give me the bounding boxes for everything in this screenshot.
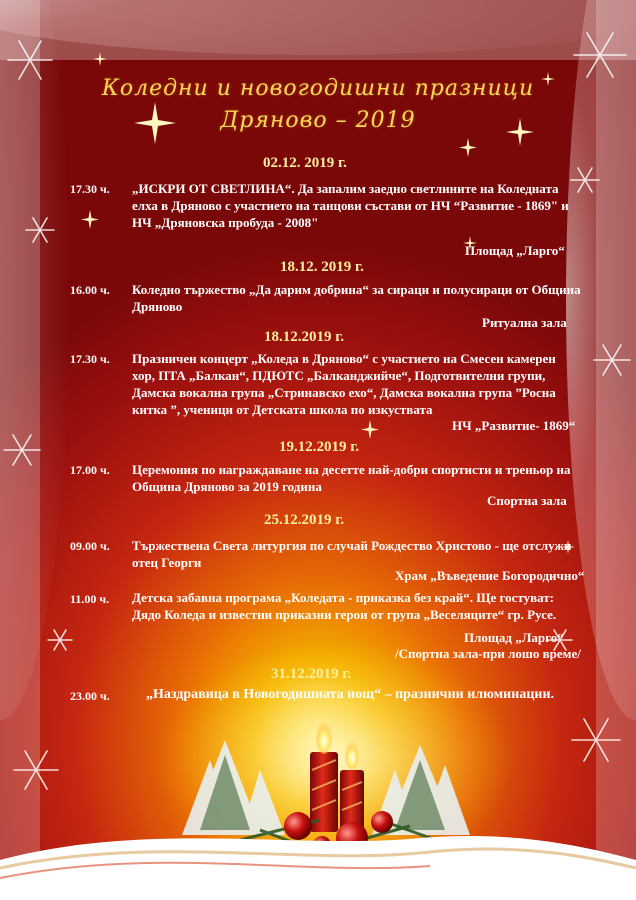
- event-date: 02.12. 2019 г.: [263, 155, 347, 171]
- event-venue: Спортна зала: [487, 493, 567, 508]
- event-time: 16.00 ч.: [70, 283, 110, 297]
- event-description: Церемония по награждаване на десетте най-добри спортисти и треньор на Община Дряново за 2019 година: [132, 462, 571, 494]
- event-time: 11.00 ч.: [70, 592, 110, 606]
- event-date: 19.12.2019 г.: [279, 439, 360, 455]
- event-description: Детска забавна програма „Коледата - приказка без край“. Ще гостуват: Дядо Коледа и известни приказни герои от група „Веселяците“ гр. Русе.: [132, 590, 557, 622]
- event-venue: Храм „Въведение Богородично“: [395, 568, 585, 583]
- event-date: 25.12.2019 г.: [264, 512, 345, 528]
- event-date: 18.12.2019 г.: [264, 329, 345, 345]
- event-venue: Ритуална зала: [482, 315, 567, 330]
- event-time: 17.30 ч.: [70, 352, 110, 366]
- event-time: 17.00 ч.: [70, 463, 110, 477]
- event-date: 18.12. 2019 г.: [280, 259, 364, 275]
- poster-subtitle: Дряново – 2019: [220, 108, 416, 133]
- ornament-icon: [371, 811, 393, 833]
- poster-title: Коледни и новогодишни празници: [101, 76, 535, 101]
- event-time: 17.30 ч.: [70, 182, 110, 196]
- event-time: 09.00 ч.: [70, 539, 110, 553]
- event-venue: НЧ „Развитие- 1869“: [452, 418, 576, 433]
- event-time: 23.00 ч.: [70, 689, 110, 703]
- event-date: 31.12.2019 г.: [271, 666, 352, 682]
- event-venue: Площад „Ларго“: [465, 243, 565, 258]
- event-description: „ИСКРИ ОТ СВЕТЛИНА“. Да запалим заедно светлините на Коледната елха в Дряново с участието на танцови състави от НЧ “Развитие - 1869" и НЧ „Дряновска пробуда - 2008": [132, 181, 569, 230]
- event-description: „Наздравица в Новогодишната нощ“ – празнични илюминации.: [145, 687, 555, 702]
- event-description: Коледно тържество „Да дарим добрина“ за сираци и полусираци от Община Дряново: [132, 282, 581, 314]
- event-description: Тържествена Света литургия по случай Рождество Христово - ще отслужи отец Георги: [132, 538, 572, 570]
- event-venue-alternate: /Спортна зала-при лошо време/: [395, 646, 581, 661]
- event-description: Празничен концерт „Коледа в Дряново“ с участието на Смесен камерен хор, ПТА „Балкан“, ПДЮТС „Балканджийче“, Подготвителни групи, Дамска вокална група „Стринавско ехо“, Дамска вокална група ”Росна китка ”, ученици от Детската школа по изкуствата: [132, 351, 556, 417]
- ornament-icon: [284, 812, 312, 840]
- event-venue: Площад „Ларго“: [464, 630, 564, 645]
